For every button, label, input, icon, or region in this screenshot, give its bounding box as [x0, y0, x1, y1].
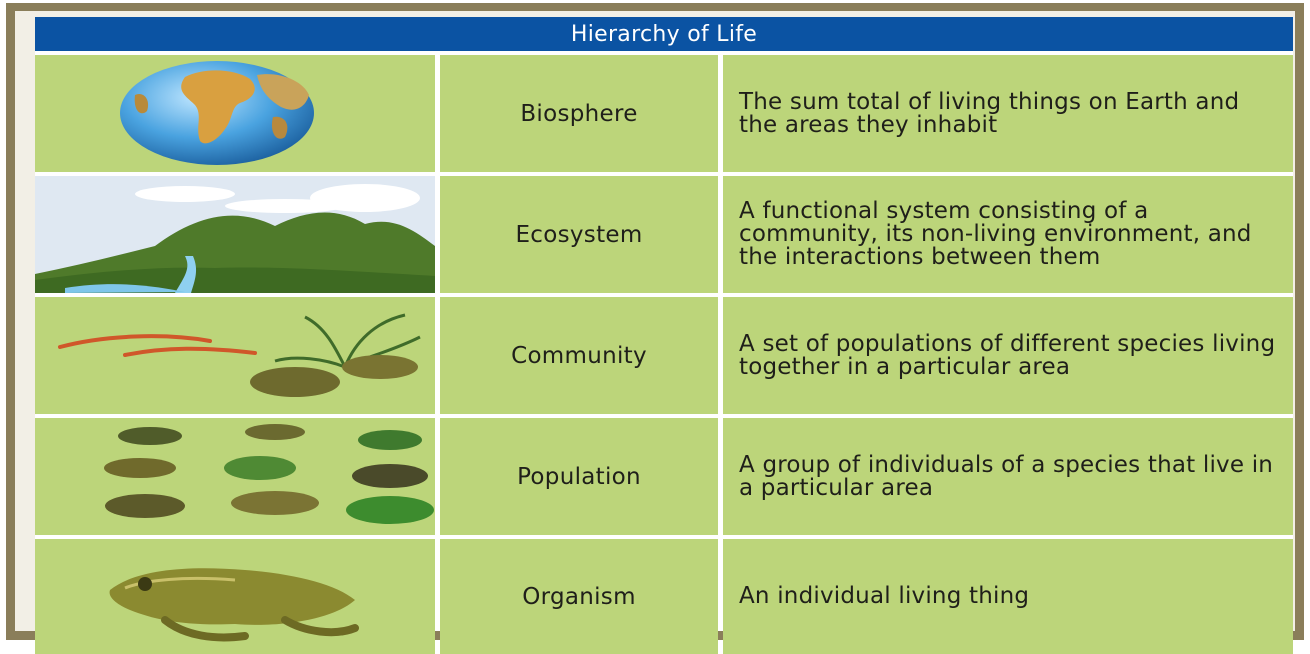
image-cell — [35, 176, 435, 293]
table-title: Hierarchy of Life — [35, 17, 1293, 51]
table-row — [35, 539, 1293, 654]
table-row — [35, 418, 1293, 535]
globe-icon — [35, 55, 435, 172]
level-description: A functional system consisting of a community, its non-living environment, and the interactions between them — [739, 198, 1252, 270]
level-description: A group of individuals of a species that live in a particular area — [739, 451, 1274, 501]
landscape-icon — [35, 176, 435, 293]
level-description: A set of populations of different species living together in a particular area — [739, 330, 1276, 380]
level-description: The sum total of living things on Earth and the areas they inhabit — [739, 88, 1240, 138]
image-cell — [35, 297, 435, 414]
table-frame — [6, 3, 1304, 640]
hierarchy-table — [35, 17, 1293, 631]
frog-icon — [35, 539, 435, 654]
level-name: Organism — [522, 583, 636, 610]
image-cell — [35, 55, 435, 172]
frogs-icon — [35, 418, 435, 535]
table-row — [35, 55, 1293, 172]
level-description: An individual living thing — [739, 583, 1030, 609]
image-cell — [35, 418, 435, 535]
level-name: Ecosystem — [515, 221, 643, 248]
community-icon — [35, 297, 435, 414]
image-cell — [35, 539, 435, 654]
level-name: Population — [517, 463, 641, 490]
level-name: Biosphere — [520, 100, 638, 127]
level-name: Community — [511, 342, 647, 369]
table-row — [35, 176, 1293, 293]
table-row — [35, 297, 1293, 414]
